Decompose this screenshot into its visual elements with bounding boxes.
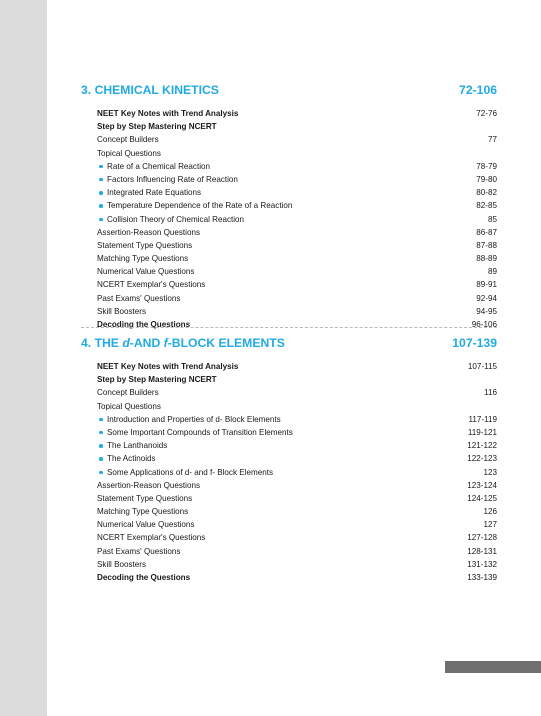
toc-entry-label: Concept Builders: [97, 388, 159, 398]
toc-entry-label: Step by Step Mastering NCERT: [97, 122, 217, 132]
toc-entry-page: 121-122: [467, 441, 497, 451]
toc-row: [81, 133, 497, 146]
toc-row: [81, 147, 497, 160]
chapter-title-part: -AND: [129, 336, 164, 350]
toc-subtopic-row: [81, 213, 497, 226]
toc-entry-label: Numerical Value Questions: [97, 267, 195, 277]
toc-row: [81, 252, 497, 265]
toc-entry-page: 87-88: [476, 240, 497, 250]
toc-entry-label: Matching Type Questions: [97, 254, 189, 264]
toc-row: [81, 278, 497, 291]
toc-entry-page: 72-76: [476, 109, 497, 118]
toc-entry-label: NEET Key Notes with Trend Analysis: [97, 362, 239, 371]
toc-row: [81, 373, 497, 386]
toc-entry-page: 89: [487, 267, 497, 277]
toc-entry-label: Integrated Rate Equations: [107, 188, 202, 198]
toc-entry-page: 107-115: [467, 362, 497, 371]
toc-entry-page: 116: [484, 388, 497, 398]
section-divider: [81, 327, 497, 328]
chapter-page-range: 72-106: [459, 83, 497, 97]
toc-entry-label: Temperature Dependence of the Rate of a Reaction: [107, 201, 293, 211]
toc-entry-page: 79-80: [476, 174, 497, 184]
toc-entry-page: 131-132: [467, 559, 497, 569]
toc-row: [81, 107, 497, 120]
toc-entry-page: 128-131: [467, 546, 497, 556]
toc-entry-page: 124-125: [467, 493, 497, 503]
toc-subtopic-row: [81, 413, 497, 426]
toc-subtopic-row: [81, 466, 497, 479]
toc-entry-label: Skill Boosters: [97, 559, 147, 569]
toc-row: [81, 518, 497, 531]
toc-entry-page: 119-121: [467, 427, 497, 437]
toc-subtopic-row: [81, 199, 497, 212]
toc-subtopic-row: [81, 426, 497, 439]
chapter-title-part: THE: [94, 336, 123, 350]
chapter-title: [81, 336, 285, 350]
toc-entry-label: Concept Builders: [97, 135, 159, 145]
toc-row: [81, 360, 497, 373]
toc-entry-label: Some Applications of d- and f- Block Elements: [107, 467, 274, 477]
toc-entries: [81, 360, 497, 584]
toc-entry-label: Topical Questions: [97, 401, 161, 411]
toc-entry-label: The Lanthanoids: [107, 441, 168, 451]
toc-entry-label: Assertion-Reason Questions: [97, 227, 201, 237]
toc-subtopic-row: [81, 452, 497, 465]
toc-row: [81, 292, 497, 305]
toc-entry-label: Decoding the Questions: [97, 573, 191, 582]
toc-entry-page: 77: [487, 135, 497, 145]
toc-entry-page: 127-128: [467, 533, 497, 543]
toc-row: [81, 226, 497, 239]
toc-row: [81, 305, 497, 318]
toc-entry-page: 80-82: [476, 188, 497, 198]
toc-row: [81, 531, 497, 544]
toc-entry-label: Past Exams' Questions: [97, 293, 181, 303]
toc-entry-label: Step by Step Mastering NCERT: [97, 375, 217, 385]
chapter-3-section: [81, 83, 497, 331]
toc-entry-page: 122-123: [467, 454, 497, 464]
toc-entry-page: 126: [483, 507, 497, 517]
toc-entry-label: The Actinoids: [107, 454, 156, 464]
toc-subtopic-row: [81, 186, 497, 199]
toc-entry-label: Matching Type Questions: [97, 507, 189, 517]
chapter-page-range: 107-139: [452, 336, 497, 350]
toc-row: [81, 571, 497, 584]
toc-entry-label: Topical Questions: [97, 148, 161, 158]
toc-entry-page: 92-94: [476, 293, 497, 303]
page-corner-bar: [445, 661, 541, 673]
toc-entry-label: NCERT Exemplar's Questions: [97, 280, 206, 290]
chapter-title: [81, 83, 219, 97]
toc-row: [81, 479, 497, 492]
toc-entry-label: Past Exams' Questions: [97, 546, 181, 556]
toc-row: [81, 386, 497, 399]
toc-entry-label: Collision Theory of Chemical Reaction: [107, 214, 245, 224]
toc-row: [81, 505, 497, 518]
chapter-4-section: [81, 336, 497, 584]
toc-entry-page: 127: [483, 520, 497, 530]
toc-entry-label: Factors Influencing Rate of Reaction: [107, 174, 238, 184]
toc-entry-page: 85: [487, 214, 497, 224]
toc-entry-label: Rate of a Chemical Reaction: [107, 161, 211, 171]
toc-row: [81, 558, 497, 571]
toc-entry-page: 96-106: [471, 320, 497, 329]
toc-entry-label: Introduction and Properties of d- Block Elements: [107, 414, 281, 424]
toc-subtopic-row: [81, 439, 497, 452]
toc-subtopic-row: [81, 160, 497, 173]
toc-entry-label: Statement Type Questions: [97, 240, 193, 250]
toc-entry-label: NCERT Exemplar's Questions: [97, 533, 206, 543]
chapter-heading: [81, 336, 497, 354]
toc-row: [81, 318, 497, 331]
toc-entry-label: Some Important Compounds of Transition Elements: [107, 427, 293, 437]
toc-row: [81, 120, 497, 133]
toc-entry-label: Decoding the Questions: [97, 320, 191, 329]
toc-row: [81, 492, 497, 505]
toc-entry-label: NEET Key Notes with Trend Analysis: [97, 109, 239, 118]
toc-row: [81, 239, 497, 252]
toc-entry-page: 78-79: [476, 161, 497, 171]
chapter-title-part: CHEMICAL KINETICS: [94, 83, 219, 97]
chapter-title-part: d: [122, 336, 130, 350]
toc-entry-label: Skill Boosters: [97, 306, 147, 316]
toc-entry-page: 123-124: [467, 480, 497, 490]
toc-entry-page: 133-139: [467, 573, 497, 582]
toc-row: [81, 400, 497, 413]
chapter-title-part: -BLOCK ELEMENTS: [167, 336, 285, 350]
toc-entry-label: Assertion-Reason Questions: [97, 480, 201, 490]
toc-entry-page: 123: [483, 467, 497, 477]
toc-entry-page: 89-91: [476, 280, 497, 290]
toc-entry-label: Statement Type Questions: [97, 493, 193, 503]
toc-entry-page: 88-89: [476, 254, 497, 264]
toc-entry-page: 94-95: [476, 306, 497, 316]
toc-entry-page: 86-87: [476, 227, 497, 237]
chapter-number: 4.: [81, 336, 92, 350]
chapter-heading: [81, 83, 497, 101]
toc-row: [81, 545, 497, 558]
toc-row: [81, 265, 497, 278]
left-margin-band: [0, 0, 47, 716]
toc-entries: [81, 107, 497, 331]
toc-entry-page: 82-85: [476, 201, 497, 211]
toc-entry-page: 117-119: [468, 414, 497, 424]
toc-entry-label: Numerical Value Questions: [97, 520, 195, 530]
chapter-number: 3.: [81, 83, 92, 97]
chapter-title-part: f: [163, 336, 168, 350]
toc-subtopic-row: [81, 173, 497, 186]
